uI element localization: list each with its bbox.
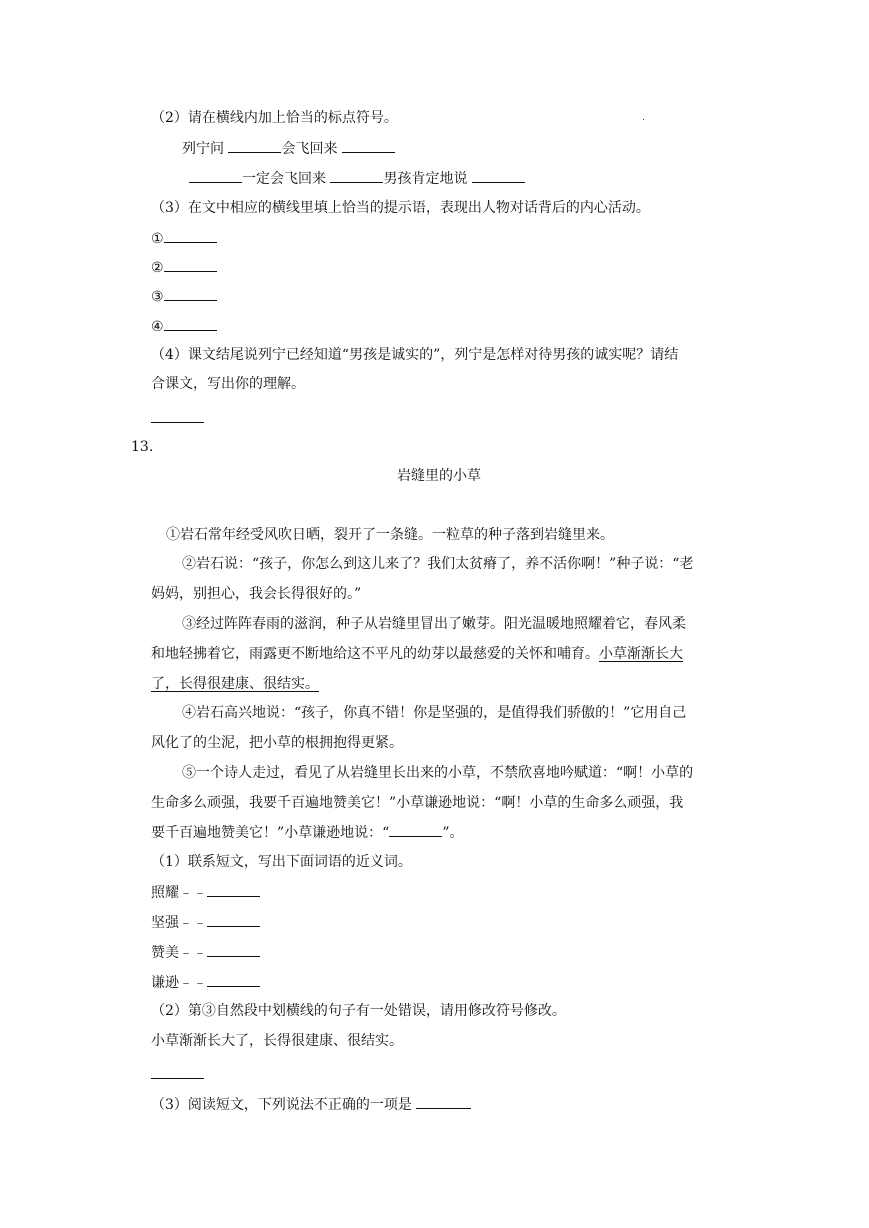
- q13-para3-l1: ③经过阵阵春雨的滋润，种子从岩缝里冒出了嫩芽。阳光温暖地照耀着它，春风柔: [182, 616, 686, 632]
- q12-p3-item-4: [151, 316, 217, 337]
- q12-p2-line2-text-b: 一定会飞回来: [242, 171, 331, 187]
- synonym-row: [151, 972, 260, 993]
- synonym-word: 谦逊﹣﹣: [151, 975, 207, 991]
- answer-blank[interactable]: [207, 972, 260, 987]
- answer-blank[interactable]: [342, 138, 395, 153]
- q12-p2-line1-text-a: 列宁问: [182, 141, 229, 157]
- stray-dot: [643, 119, 644, 120]
- answer-blank[interactable]: [164, 257, 217, 272]
- q13-para5-l3: [151, 822, 464, 843]
- q12-p4-prompt-l1: （4）课文结尾说列宁已经知道“男孩是诚实的”，列宁是怎样对待男孩的诚实呢？请结: [151, 347, 679, 363]
- underlined-sentence: 小草渐渐长大: [599, 646, 683, 662]
- para3-text: 和地轻拂着它，雨露更不断地给这不平凡的幼芽以最慈爱的关怀和哺育。: [151, 646, 599, 662]
- answer-blank[interactable]: [207, 912, 260, 927]
- q13-s2-prompt: （2）第③自然段中划横线的句子有一处错误，请用修改符号修改。: [151, 1003, 566, 1019]
- item-marker: ③: [151, 289, 164, 305]
- q13-para4-l2: 风化了的尘泥，把小草的根拥抱得更紧。: [151, 735, 403, 751]
- q13-s3-prompt: [151, 1094, 471, 1115]
- synonym-row: [151, 942, 260, 963]
- s3-text: （3）阅读短文，下列说法不正确的一项是: [151, 1097, 417, 1113]
- q13-para2-l2: 妈妈，别担心，我会长得很好的。”: [151, 586, 362, 602]
- item-marker: ①: [151, 231, 164, 247]
- answer-blank[interactable]: [164, 316, 217, 331]
- answer-blank[interactable]: [207, 882, 260, 897]
- q12-p2-line1: [182, 138, 395, 159]
- q13-para2-l1: ②岩石说：“孩子，你怎么到这儿来了？我们太贫瘠了，养不活你啊！”种子说：“老: [182, 556, 694, 572]
- synonym-word: 照耀﹣﹣: [151, 885, 207, 901]
- q13-s2-sentence: 小草渐渐长大了，长得很建康、很结实。: [151, 1033, 403, 1049]
- q13-para3-l2: [151, 644, 683, 664]
- q13-number: 13.: [131, 439, 154, 455]
- q13-para5-l1: ⑤一个诗人走过，看见了从岩缝里长出来的小草，不禁欣喜地吟赋道：“啊！小草的: [182, 765, 694, 781]
- q12-p3-item-1: [151, 228, 217, 249]
- item-marker: ④: [151, 319, 164, 335]
- q12-p2-line2: [189, 168, 525, 189]
- q12-p3-item-3: [151, 286, 217, 307]
- item-marker: ②: [151, 260, 164, 276]
- answer-blank[interactable]: [151, 1078, 204, 1079]
- answer-blank[interactable]: [164, 286, 217, 301]
- synonym-word: 赞美﹣﹣: [151, 945, 207, 961]
- answer-blank[interactable]: [416, 1094, 471, 1109]
- underlined-sentence-end: 了，长得很建康、很结实。: [151, 676, 319, 692]
- answer-blank[interactable]: [389, 822, 442, 837]
- para5-text: 要千百遍地赞美它！”小草谦逊地说：“: [151, 825, 390, 841]
- answer-blank[interactable]: [330, 168, 383, 183]
- q12-p4-prompt-l2: 合课文，写出你的理解。: [151, 376, 305, 392]
- synonym-word: 坚强﹣﹣: [151, 915, 207, 931]
- q12-p2-line2-text-c: 男孩肯定地说: [383, 171, 472, 187]
- q13-para1: ①岩石常年经受风吹日晒，裂开了一条缝。一粒草的种子落到岩缝里来。: [166, 527, 614, 543]
- answer-blank[interactable]: [189, 168, 242, 183]
- q13-s1-prompt: （1）联系短文，写出下面词语的近义词。: [151, 854, 412, 870]
- q12-p3-prompt: （3）在文中相应的横线里填上恰当的提示语，表现出人物对话背后的内心活动。: [151, 200, 650, 216]
- answer-blank[interactable]: [151, 422, 204, 423]
- answer-blank[interactable]: [228, 138, 281, 153]
- q12-p2-prompt: （2）请在横线内加上恰当的标点符号。: [151, 110, 398, 126]
- q13-para5-l2: 生命多么顽强，我要千百遍地赞美它！”小草谦逊地说：“啊！小草的生命多么顽强，我: [151, 795, 684, 811]
- synonym-row: [151, 882, 260, 903]
- q12-p3-item-2: [151, 257, 217, 278]
- synonym-row: [151, 912, 260, 933]
- q12-p2-line1-text-b: 会飞回来: [281, 141, 342, 157]
- answer-blank[interactable]: [207, 942, 260, 957]
- answer-blank[interactable]: [164, 228, 217, 243]
- para5-text-end: ”。: [442, 825, 464, 841]
- q13-title: 岩缝里的小草: [397, 468, 481, 484]
- answer-blank[interactable]: [472, 168, 525, 183]
- q13-para4-l1: ④岩石高兴地说：“孩子，你真不错！你是坚强的，是值得我们骄傲的！”它用自己: [182, 705, 687, 721]
